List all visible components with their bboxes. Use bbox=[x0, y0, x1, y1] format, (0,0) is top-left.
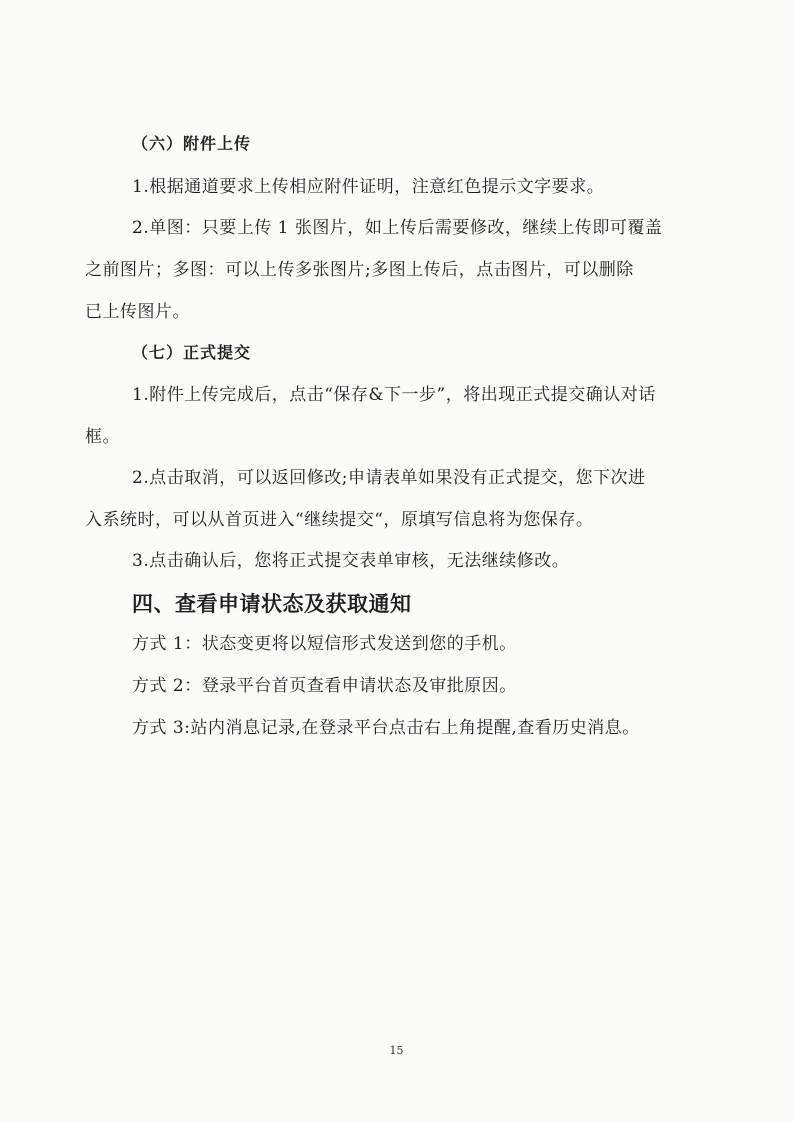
section-7-paragraph-2-line-2: 入系统时，可以从首页进入“继续提交“，原填写信息将为您保存。 bbox=[85, 510, 594, 530]
section-7-paragraph-1-line-2: 框。 bbox=[85, 427, 120, 447]
section-6-paragraph-2-line-1: 2.单图：只要上传 1 张图片，如上传后需要修改，继续上传即可覆盖 bbox=[132, 218, 663, 238]
section-7-paragraph-3: 3.点击确认后，您将正式提交表单审核，无法继续修改。 bbox=[132, 551, 570, 571]
notification-method-2: 方式 2：登录平台首页查看申请状态及审批原因。 bbox=[132, 676, 517, 696]
section-6-heading: （六）附件上传 bbox=[132, 134, 252, 153]
section-6-paragraph-2-line-2: 之前图片；多图：可以上传多张图片;多图上传后，点击图片，可以删除 bbox=[85, 260, 634, 280]
section-6-paragraph-1: 1.根据通道要求上传相应附件证明，注意红色提示文字要求。 bbox=[132, 177, 605, 197]
section-7-paragraph-2-line-1: 2.点击取消，可以返回修改;申请表单如果没有正式提交，您下次进 bbox=[132, 468, 646, 488]
notification-method-1: 方式 1：状态变更将以短信形式发送到您的手机。 bbox=[132, 634, 517, 654]
section-4-heading: 四、查看申请状态及获取通知 bbox=[132, 592, 412, 616]
section-6-paragraph-2-line-3: 已上传图片。 bbox=[85, 302, 190, 322]
notification-method-3: 方式 3:站内消息记录,在登录平台点击右上角提醒,查看历史消息。 bbox=[132, 718, 640, 738]
section-7-paragraph-1-line-1: 1.附件上传完成后，点击“保存&下一步”，将出现正式提交确认对话 bbox=[132, 385, 656, 405]
section-7-heading: （七）正式提交 bbox=[132, 343, 252, 362]
page-number: 15 bbox=[389, 1044, 404, 1057]
